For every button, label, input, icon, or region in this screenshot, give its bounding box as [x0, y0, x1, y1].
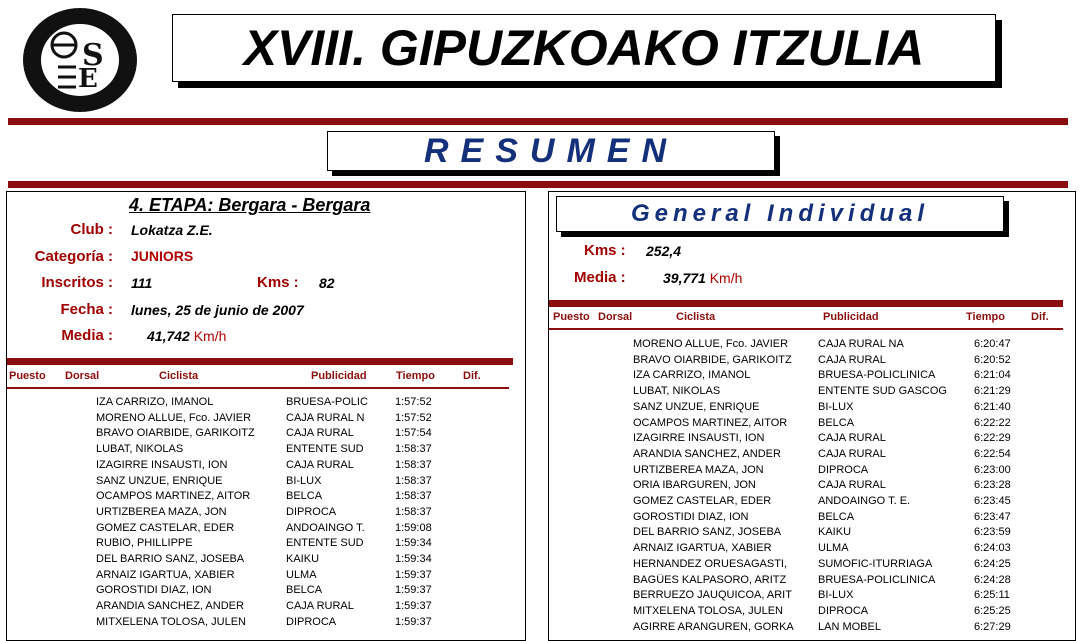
cell-publicidad: DIPROCA — [286, 615, 337, 628]
club-value: Lokatza Z.E. — [131, 222, 213, 238]
cell-ciclista: LUBAT, NIKOLAS — [633, 385, 721, 398]
cell-publicidad: CAJA RURAL — [286, 458, 354, 471]
col-ciclista: Ciclista — [159, 370, 199, 382]
cell-tiempo: 1:58:37 — [395, 505, 432, 518]
cell-ciclista: ARANDIA SANCHEZ, ANDER — [633, 447, 781, 460]
inscritos-label: Inscritos : — [41, 274, 113, 291]
cell-tiempo: 1:57:52 — [395, 411, 432, 424]
stage-kms-label: Kms : — [257, 274, 299, 291]
cell-publicidad: CAJA RURAL N — [286, 411, 365, 424]
cell-publicidad: ENTENTE SUD GASCOG — [818, 385, 947, 398]
general-kms-value: 252,4 — [646, 243, 682, 259]
cell-publicidad: ANDOAINGO T. E. — [818, 495, 911, 507]
cell-tiempo: 1:57:52 — [395, 396, 432, 408]
general-table-bar — [549, 300, 1063, 307]
cell-publicidad: CAJA RURAL — [286, 600, 354, 613]
fecha-label: Fecha : — [60, 301, 113, 318]
cell-tiempo: 6:22:29 — [974, 432, 1011, 445]
cell-publicidad: BI-LUX — [818, 400, 854, 413]
col-tiempo: Tiempo — [966, 311, 1005, 323]
svg-text:S: S — [82, 38, 104, 73]
cell-publicidad: BELCA — [286, 584, 323, 597]
cell-ciclista: SANZ UNZUE, ENRIQUE — [633, 400, 760, 413]
general-media — [663, 270, 742, 286]
cell-tiempo: 1:58:37 — [395, 474, 432, 487]
cell-publicidad: DIPROCA — [818, 463, 869, 476]
cell-tiempo: 6:24:03 — [974, 542, 1011, 555]
svg-text:E: E — [78, 64, 98, 94]
club-label: Club : — [70, 221, 113, 238]
cell-ciclista: ORIA IBARGUREN, JON — [633, 479, 756, 492]
cell-ciclista: AGIRRE ARANGUREN, GORKA — [633, 620, 794, 633]
cell-tiempo: 6:21:40 — [974, 400, 1011, 413]
cell-tiempo: 6:21:04 — [974, 369, 1011, 382]
cell-ciclista: MORENO ALLUE, Fco. JAVIER — [96, 411, 252, 424]
stage-header-underline — [7, 387, 509, 389]
general-header-underline — [549, 328, 1063, 330]
col-tiempo: Tiempo — [396, 370, 435, 382]
cell-publicidad: CAJA RURAL NA — [818, 338, 904, 350]
col-puesto: Puesto — [9, 370, 46, 382]
stage-media — [147, 328, 226, 344]
cell-publicidad: ENTENTE SUD — [286, 443, 364, 456]
cell-tiempo: 1:59:37 — [395, 615, 432, 628]
cell-publicidad: KAIKU — [818, 526, 852, 539]
cell-publicidad: ULMA — [818, 542, 849, 555]
cell-tiempo: 6:24:28 — [974, 573, 1011, 586]
cell-ciclista: MITXELENA TOLOSA, JULEN — [96, 615, 246, 628]
cell-ciclista: DEL BARRIO SANZ, JOSEBA — [633, 526, 782, 539]
stage-table-bar — [7, 358, 513, 365]
cell-tiempo: 6:24:25 — [974, 557, 1011, 570]
cell-ciclista: GOMEZ CASTELAR, EDER — [633, 495, 772, 507]
cell-tiempo: 1:59:34 — [395, 553, 432, 565]
page-title: XVIII. GIPUZKOAKO ITZULIA — [172, 14, 996, 82]
cell-tiempo: 6:22:54 — [974, 447, 1011, 460]
inscritos-value: 111 — [131, 275, 153, 291]
cell-publicidad: BELCA — [818, 510, 855, 523]
cell-ciclista: LUBAT, NIKOLAS — [96, 443, 184, 456]
col-dorsal: Dorsal — [598, 311, 633, 323]
cell-publicidad: SUMOFIC-ITURRIAGA — [818, 557, 933, 570]
cell-tiempo: 6:25:25 — [974, 604, 1011, 617]
divider-bar-bottom — [8, 181, 1068, 188]
col-dorsal: Dorsal — [65, 370, 100, 382]
cell-tiempo: 1:58:37 — [395, 490, 432, 503]
cell-ciclista: GOROSTIDI DIAZ, ION — [633, 510, 749, 523]
cell-ciclista: SANZ UNZUE, ENRIQUE — [96, 474, 223, 487]
cell-tiempo: 6:23:47 — [974, 510, 1011, 523]
cell-tiempo: 1:59:37 — [395, 584, 432, 597]
cell-tiempo: 6:21:29 — [974, 385, 1011, 398]
cell-tiempo: 6:27:29 — [974, 620, 1011, 633]
general-kms-label: Kms : — [584, 242, 626, 259]
cell-publicidad: LAN MOBEL — [818, 620, 881, 633]
stage-panel — [6, 191, 526, 641]
club-logo — [20, 5, 140, 115]
general-media-unit: Km/h — [709, 270, 743, 286]
cell-publicidad: BI-LUX — [818, 589, 854, 602]
cell-ciclista: MITXELENA TOLOSA, JULEN — [633, 604, 783, 617]
cell-publicidad: CAJA RURAL — [818, 432, 886, 445]
cell-tiempo: 1:59:37 — [395, 600, 432, 613]
cell-tiempo: 6:23:28 — [974, 479, 1011, 492]
cell-publicidad: BELCA — [286, 490, 323, 503]
categoria-value: JUNIORS — [131, 248, 194, 264]
cell-tiempo: 6:20:47 — [974, 338, 1011, 350]
col-ciclista: Ciclista — [676, 311, 716, 323]
cell-publicidad: CAJA RURAL — [818, 447, 886, 460]
cell-ciclista: MORENO ALLUE, Fco. JAVIER — [633, 338, 789, 350]
cell-tiempo: 1:59:34 — [395, 537, 432, 550]
cell-tiempo: 1:58:37 — [395, 458, 432, 471]
cell-ciclista: HERNANDEZ ORUESAGASTI, — [633, 557, 788, 570]
fecha-value: lunes, 25 de junio de 2007 — [131, 302, 304, 318]
cell-ciclista: URTIZBEREA MAZA, JON — [96, 505, 227, 518]
cell-tiempo: 6:22:22 — [974, 416, 1011, 429]
cell-ciclista: BRAVO OIARBIDE, GARIKOITZ — [96, 427, 255, 440]
stage-media-label: Media : — [61, 327, 113, 344]
cell-publicidad: BELCA — [818, 416, 855, 429]
cell-tiempo: 6:23:45 — [974, 495, 1011, 507]
cell-publicidad: CAJA RURAL — [818, 479, 886, 492]
cell-publicidad: ENTENTE SUD — [286, 537, 364, 550]
general-title: General Individual — [556, 196, 1004, 232]
cell-publicidad: CAJA RURAL — [286, 427, 354, 440]
cell-publicidad: ANDOAINGO T. — [286, 521, 365, 534]
cell-ciclista: IZA CARRIZO, IMANOL — [633, 369, 751, 382]
cell-ciclista: BERRUEZO JAUQUICOA, ARIT — [633, 589, 792, 602]
cell-ciclista: ARNAIZ IGARTUA, XABIER — [633, 542, 772, 555]
cell-ciclista: OCAMPOS MARTINEZ, AITOR — [633, 416, 788, 429]
col-dif: Dif. — [1031, 311, 1049, 323]
cell-ciclista: RUBIO, PHILLIPPE — [96, 537, 193, 550]
stage-title: 4. ETAPA: Bergara - Bergara — [129, 195, 371, 215]
col-publicidad: Publicidad — [311, 370, 367, 382]
cell-ciclista: BAGÜES KALPASORO, ARITZ — [633, 573, 787, 586]
cell-ciclista: IZAGIRRE INSAUSTI, ION — [633, 432, 765, 445]
cell-tiempo: 6:23:59 — [974, 526, 1011, 539]
cell-ciclista: IZA CARRIZO, IMANOL — [96, 396, 214, 408]
cell-tiempo: 1:59:08 — [395, 521, 432, 534]
categoria-label: Categoría : — [34, 248, 113, 265]
cell-publicidad: BRUESA-POLICLINICA — [818, 369, 936, 382]
cell-ciclista: URTIZBEREA MAZA, JON — [633, 463, 764, 476]
cell-ciclista: IZAGIRRE INSAUSTI, ION — [96, 458, 228, 471]
cell-tiempo: 1:58:37 — [395, 443, 432, 456]
cell-publicidad: KAIKU — [286, 553, 320, 565]
cell-publicidad: DIPROCA — [286, 505, 337, 518]
divider-bar-top — [8, 118, 1068, 125]
cell-ciclista: DEL BARRIO SANZ, JOSEBA — [96, 553, 245, 565]
cell-ciclista: GOROSTIDI DIAZ, ION — [96, 584, 212, 597]
cell-publicidad: BRUESA-POLIC — [286, 396, 368, 408]
cell-tiempo: 6:25:11 — [974, 589, 1010, 602]
general-panel — [548, 191, 1076, 641]
general-media-label: Media : — [574, 269, 626, 286]
cell-publicidad: ULMA — [286, 568, 317, 581]
cell-tiempo: 6:20:52 — [974, 353, 1011, 366]
col-publicidad: Publicidad — [823, 311, 879, 323]
cell-ciclista: OCAMPOS MARTINEZ, AITOR — [96, 490, 251, 503]
cell-publicidad: BI-LUX — [286, 474, 322, 487]
cell-ciclista: GOMEZ CASTELAR, EDER — [96, 521, 235, 534]
col-dif: Dif. — [463, 370, 481, 382]
cell-publicidad: BRUESA-POLICLINICA — [818, 573, 936, 586]
cell-ciclista: ARNAIZ IGARTUA, XABIER — [96, 568, 235, 581]
col-puesto: Puesto — [553, 311, 590, 323]
general-media-value: 39,771 — [663, 270, 706, 286]
cell-ciclista: ARANDIA SANCHEZ, ANDER — [96, 600, 244, 613]
cell-publicidad: CAJA RURAL — [818, 353, 886, 366]
stage-kms-value: 82 — [319, 275, 335, 291]
cell-tiempo: 1:59:37 — [395, 568, 432, 581]
stage-media-unit: Km/h — [193, 328, 227, 344]
page-subtitle: RESUMEN — [327, 131, 775, 171]
cell-ciclista: BRAVO OIARBIDE, GARIKOITZ — [633, 353, 792, 366]
cell-tiempo: 6:23:00 — [974, 463, 1011, 476]
cell-publicidad: DIPROCA — [818, 604, 869, 617]
cell-tiempo: 1:57:54 — [395, 427, 432, 440]
stage-media-value: 41,742 — [147, 328, 190, 344]
